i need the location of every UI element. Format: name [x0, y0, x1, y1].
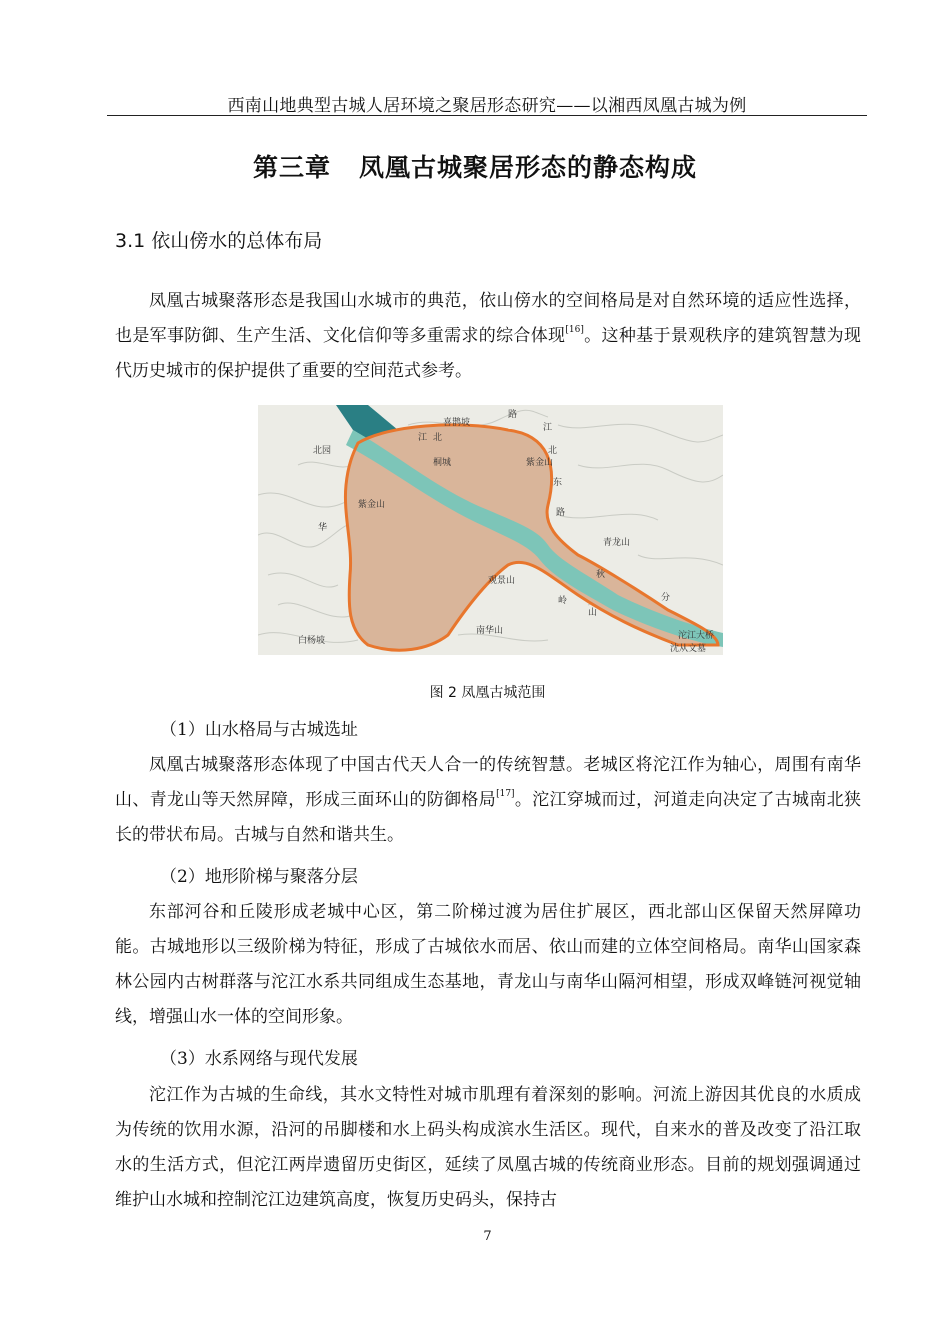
map-label-jiang-2: 江	[543, 423, 553, 433]
subheading-2: （2）地形阶梯与聚落分层	[160, 867, 358, 887]
map-label-source: 沈从文墓	[670, 644, 707, 654]
map-label-hua: 华	[318, 523, 328, 533]
map-label-baiyangpo: 白杨坡	[298, 636, 326, 646]
map-label-zijinshan-east: 紫金山	[526, 458, 554, 468]
map-label-lu-2: 路	[556, 508, 566, 518]
chapter-label: 第三章	[252, 153, 331, 182]
figure-caption: 图 2 凤凰古城范围	[429, 685, 546, 701]
map-label-tongcheng: 桐城	[433, 458, 452, 468]
paragraph-water: 沱江作为古城的生命线，其水文特性对城市肌理有着深刻的影响。河流上游因其优良的水质成为传统的饮用水源，沿河的吊脚楼和水上码头构成滨水生活区。现代，自来水的普及改变了沿江取水的生活方式，但沱江两岸遗留历史街区，延续了凤凰古城的传统商业形态。目前的规划强调通过维护山水城和控制沱江边建筑高度，恢复历史码头，保持古	[115, 1085, 861, 1210]
map-label-xiquepo: 喜鹊坡	[443, 418, 471, 428]
chapter-name: 凤凰古城聚居形态的静态构成	[359, 153, 698, 182]
map-label-lu-1: 路	[508, 410, 518, 420]
paragraph-landscape: 凤凰古城聚落形态体现了中国古代天人合一的传统智慧。老城区将沱江作为轴心，周围有南华山、青龙山等天然屏障，形成三面环山的防御格局[17]。沱江穿城而过，河道走向决定了古城南北狭长的带状布局。古城与自然和谐共生。	[115, 755, 862, 845]
map-label-qiu: 秋	[596, 570, 606, 580]
map-label-ling: 岭	[558, 596, 568, 606]
map-label-zijinshan-west: 紫金山	[358, 500, 386, 510]
map-label-bei-1: 北	[433, 433, 443, 443]
chapter-title	[0, 148, 950, 184]
map-label-shan: 山	[588, 608, 598, 618]
map-label-beiyuan: 北园	[313, 446, 332, 456]
city-boundary-map	[258, 405, 723, 655]
header-rule	[107, 115, 867, 116]
map-label-fen: 分	[661, 593, 671, 603]
map-label-guanjingshan: 观景山	[488, 576, 516, 586]
subheading-1: （1）山水格局与古城选址	[160, 720, 358, 740]
map-label-nanhuashan: 南华山	[476, 626, 504, 636]
map-label-bei-2: 北	[548, 446, 558, 456]
paragraph-terrain: 东部河谷和丘陵形成老城中心区，第二阶梯过渡为居住扩展区，西北部山区保留天然屏障功能。古城地形以三级阶梯为特征，形成了古城依水而居、依山而建的立体空间格局。南华山国家森林公园内古树群落与沱江水系共同组成生态基地，青龙山与南华山隔河相望，形成双峰链河视觉轴线，增强山水一体的空间形象。	[115, 902, 861, 1027]
page-number: 7	[483, 1229, 492, 1244]
citation-17[interactable]: [17]	[496, 789, 515, 799]
map-label-dong-1: 东	[553, 478, 563, 488]
map-label-jiang-1: 江	[418, 433, 428, 443]
map-label-qinglongshan: 青龙山	[603, 538, 631, 548]
running-header: 西南山地典型古城人居环境之聚居形态研究——以湘西凤凰古城为例	[227, 96, 747, 116]
section-title: 3.1 依山傍水的总体布局	[115, 230, 323, 252]
citation-16[interactable]: [16]	[565, 325, 584, 335]
subheading-3: （3）水系网络与现代发展	[160, 1049, 358, 1069]
map-label-tuojiang-bridge: 沱江大桥	[678, 631, 715, 641]
paragraph-intro: 凤凰古城聚落形态是我国山水城市的典范，依山傍水的空间格局是对自然环境的适应性选择，也是军事防御、生产生活、文化信仰等多重需求的综合体现[16]。这种基于景观秩序的建筑智慧为现代历史城市的保护提供了重要的空间范式参考。	[115, 291, 862, 381]
